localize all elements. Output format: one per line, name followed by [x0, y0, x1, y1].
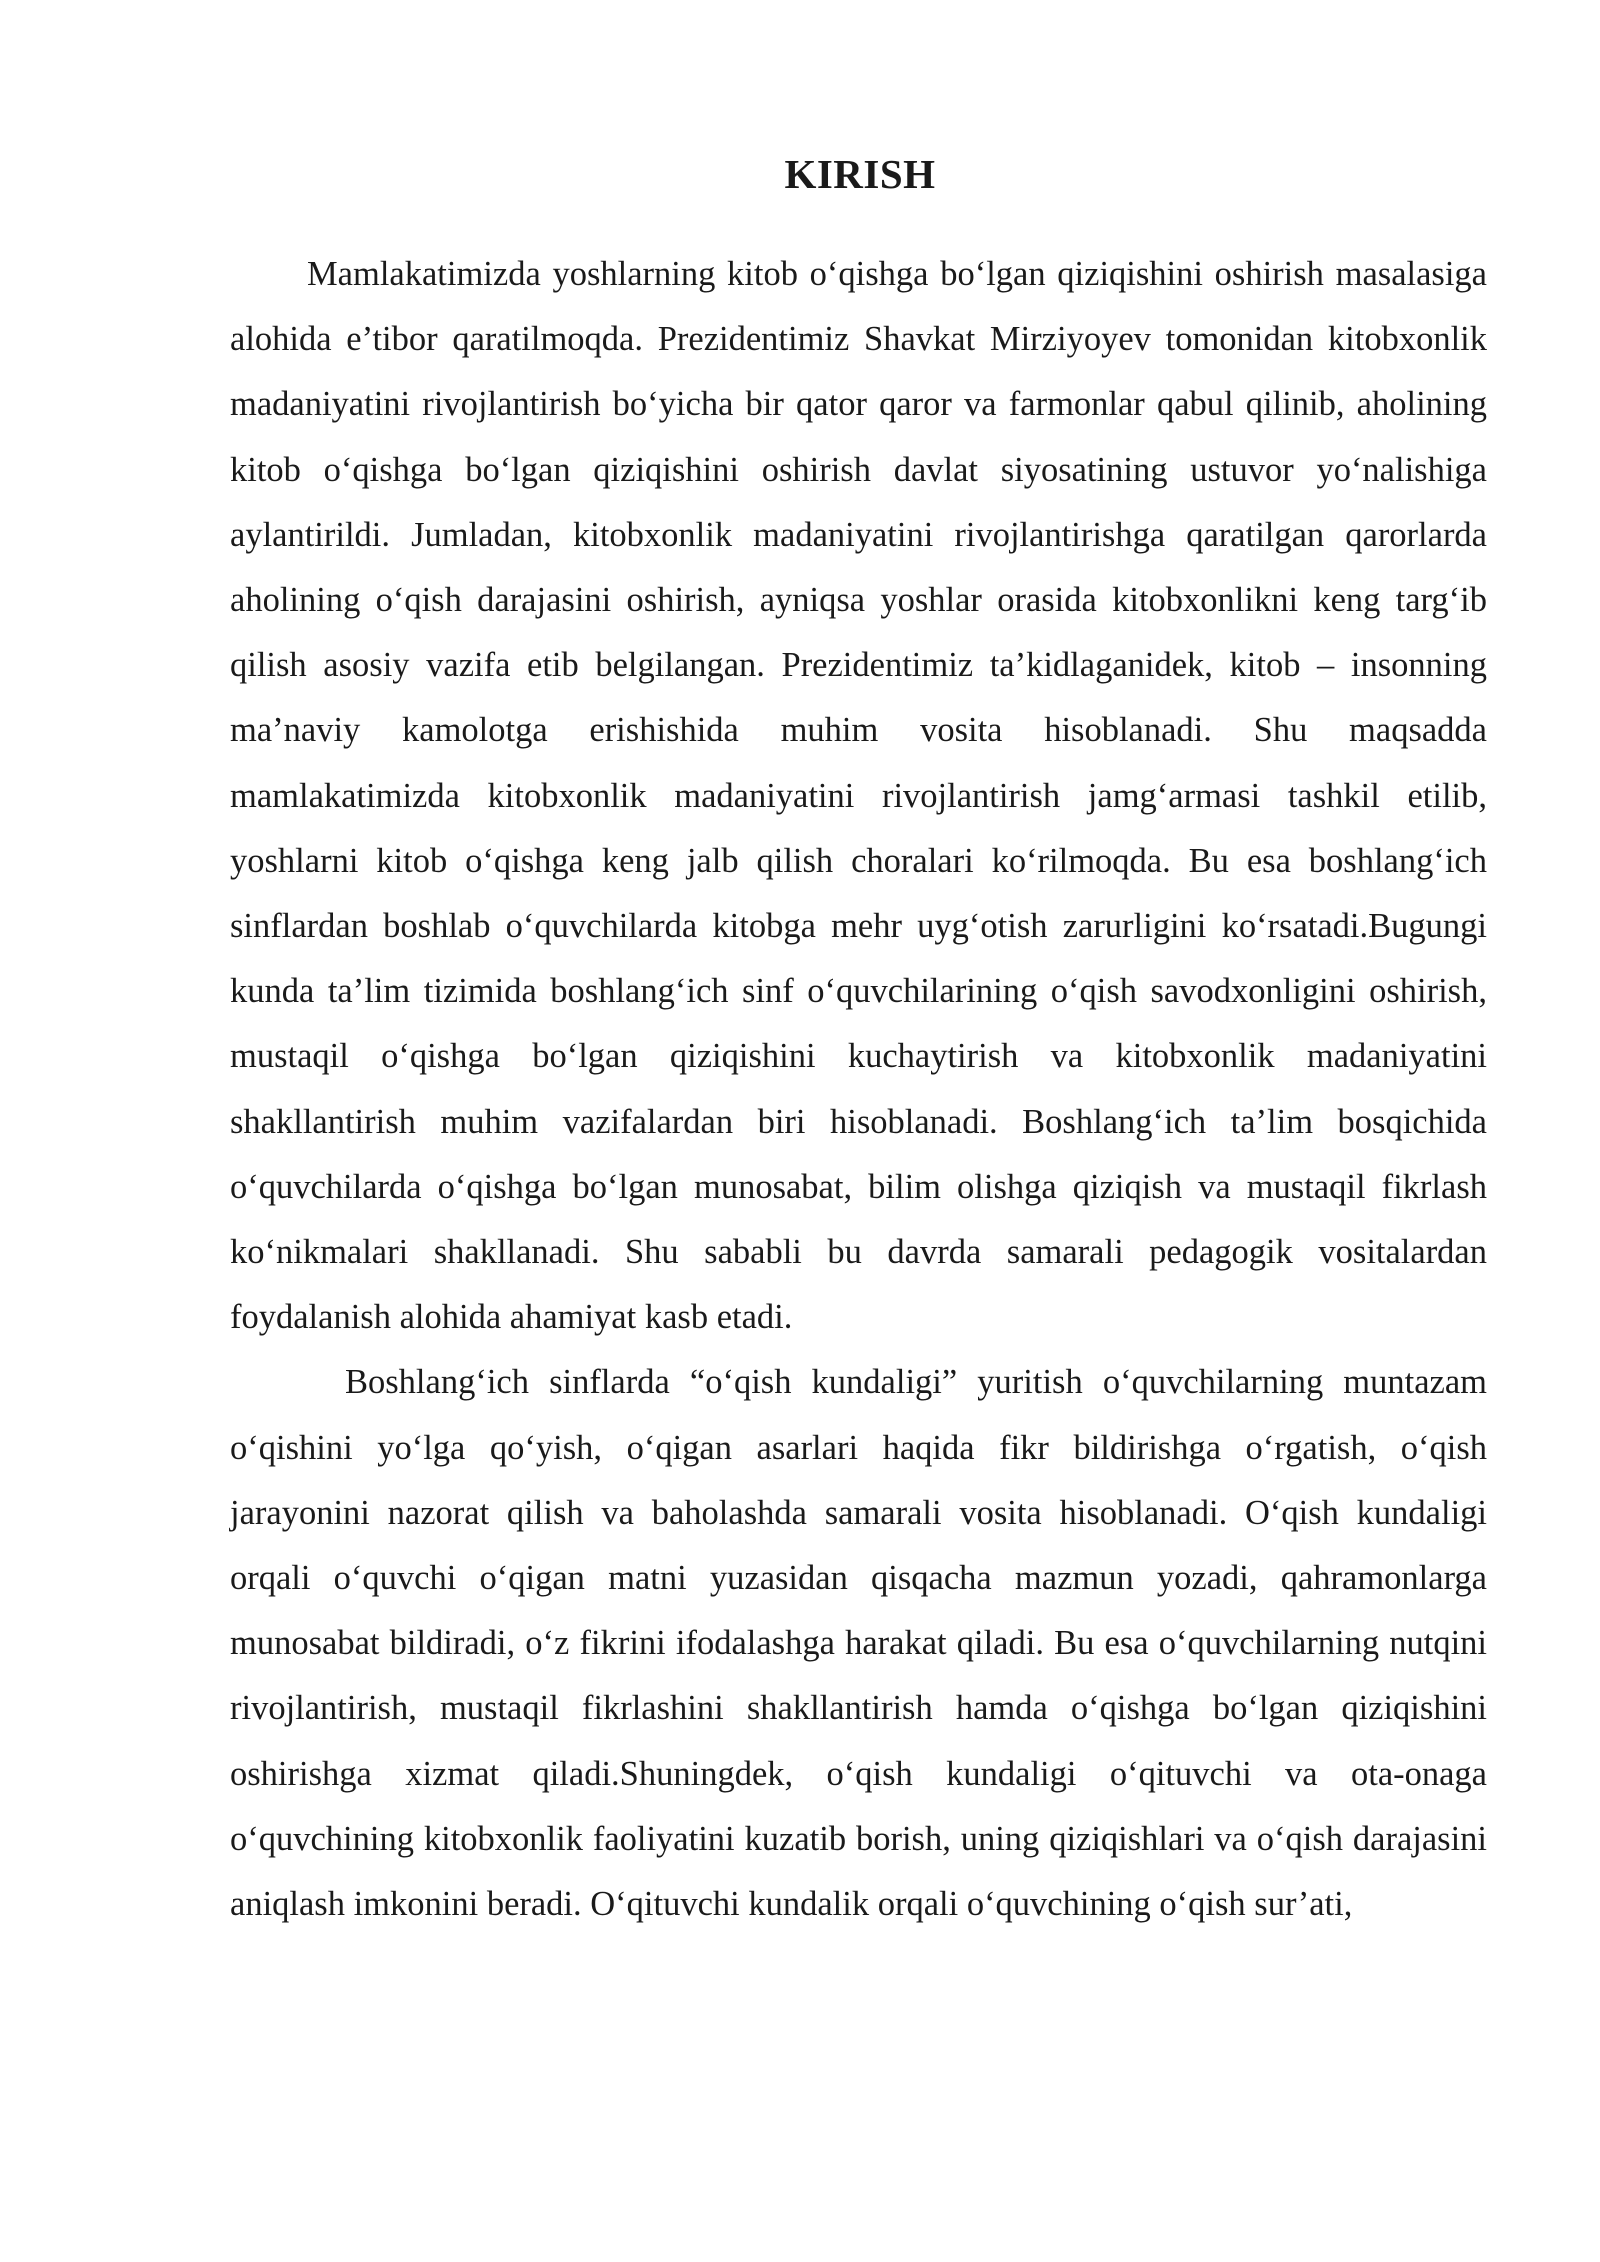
paragraph-2: Boshlang‘ich sinflarda “o‘qish kundaligi” yuritish o‘quvchilarning muntazam o‘qishini yo‘lga qo‘yish, o‘qigan asarlari haqida fikr bildirishga o‘rgatish, o‘qish jarayonini nazorat qilish va baholashda samarali vosita hisoblanadi. O‘qish kundaligi orqali o‘quvchi o‘qigan matni yuzasidan qisqacha mazmun yozadi, qahramonlarga munosabat bildiradi, o‘z fikrini ifodalashga harakat qiladi. Bu esa o‘quvchilarning nutqini rivojlantirish, mustaqil fikrlashini shakllantirish hamda o‘qishga bo‘lgan qiziqishini oshirishga xizmat qiladi.Shuningdek, o‘qish kundaligi o‘qituvchi va ota-onaga o‘quvchining kitobxonlik faoliyatini kuzatib borish, uning qiziqishlari va o‘qish darajasini aniqlash imkonini beradi. O‘qituvchi kundalik orqali o‘quvchining o‘qish sur’ati, — [230, 1363, 1487, 1924]
page-title: KIRISH — [784, 151, 936, 197]
paragraph-1: Mamlakatimizda yoshlarning kitob o‘qishga bo‘lgan qiziqishini oshirish masalasiga alohida e’tibor qaratilmoqda. Prezidentimiz Shavkat Mirziyoyev tomonidan kitobxonlik madaniyatini rivojlantirish bo‘yicha bir qator qaror va farmonlar qabul qilinib, aholining kitob o‘qishga bo‘lgan qiziqishini oshirish davlat siyosatining ustuvor yo‘nalishiga aylantirildi. Jumladan, kitobxonlik madaniyatini rivojlantirishga qaratilgan qarorlarda aholining o‘qish darajasini oshirish, ayniqsa yoshlar orasida kitobxonlikni keng targ‘ib qilish asosiy vazifa etib belgilangan. Prezidentimiz ta’kidlaganidek, kitob – insonning ma’naviy kamolotga erishishida muhim vosita hisoblanadi. Shu maqsadda mamlakatimizda kitobxonlik madaniyatini rivojlantirish jamg‘armasi tashkil etilib, yoshlarni kitob o‘qishga keng jalb qilish choralari ko‘rilmoqda. Bu esa boshlang‘ich sinflardan boshlab o‘quvchilarda kitobga mehr uyg‘otish zarurligini ko‘rsatadi.Bugungi kunda ta’lim tizimida boshlang‘ich sinf o‘quvchilarining o‘qish savodxonligini oshirish, mustaqil o‘qishga bo‘lgan qiziqishini kuchaytirish va kitobxonlik madaniyatini shakllantirish muhim vazifalardan biri hisoblanadi. Boshlang‘ich ta’lim bosqichida o‘quvchilarda o‘qishga bo‘lgan munosabat, bilim olishga qiziqish va mustaqil fikrlash ko‘nikmalari shakllanadi. Shu sababli bu davrda samarali pedagogik vositalardan foydalanish alohida ahamiyat kasb etadi. — [230, 255, 1487, 1337]
document-body — [230, 242, 1487, 1937]
